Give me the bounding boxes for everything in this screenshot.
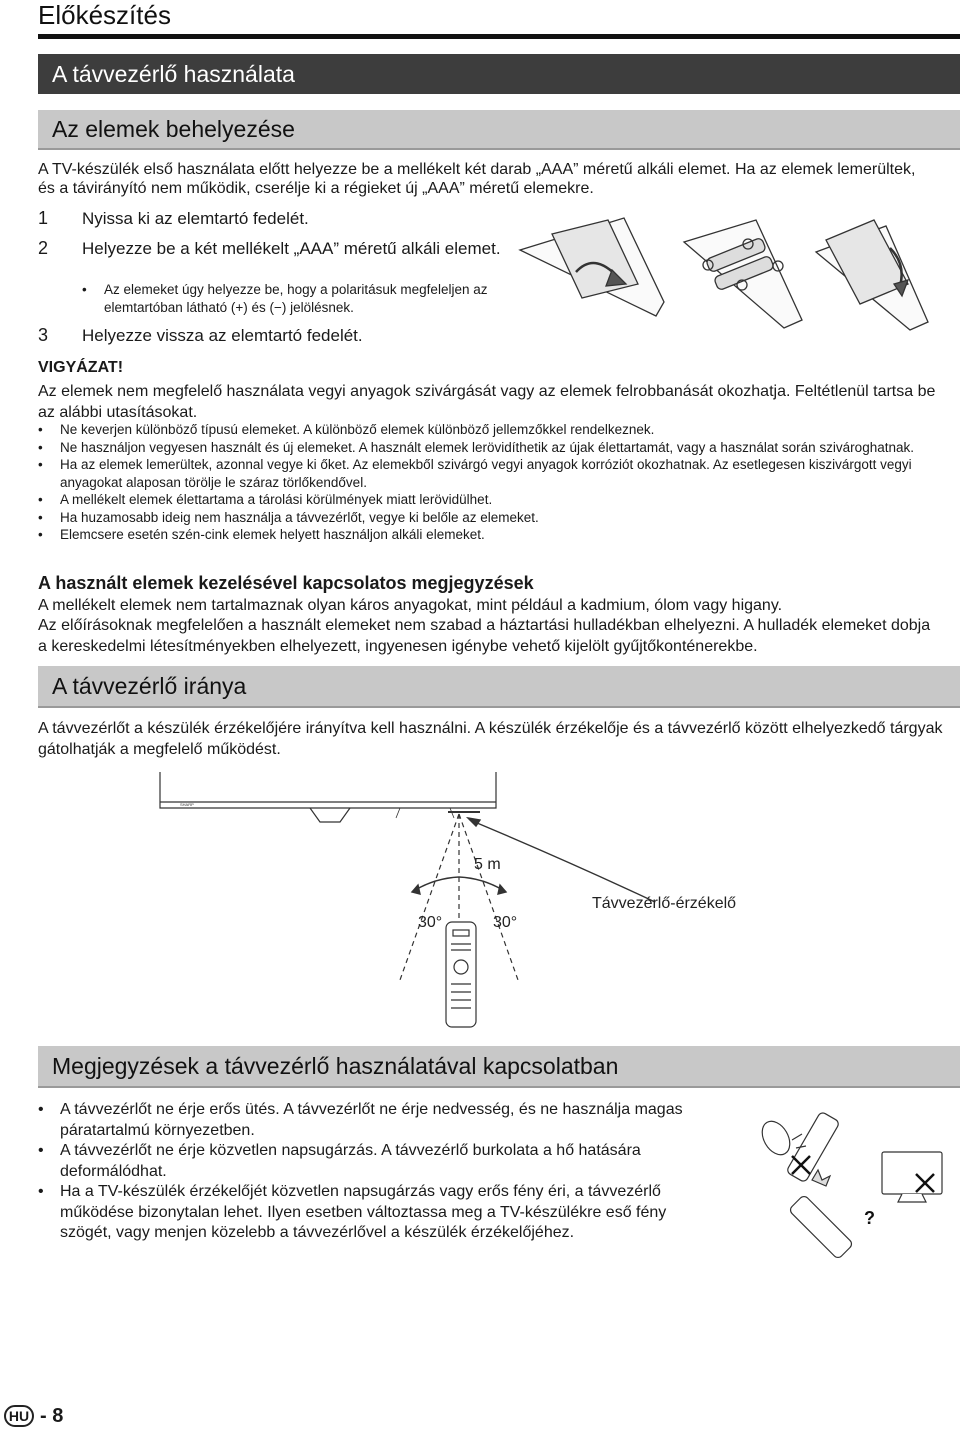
page-number: - 8 (40, 1405, 64, 1427)
notes-list (38, 1100, 718, 1244)
caution-list (38, 421, 953, 544)
step-number: 2 (38, 238, 49, 258)
disposal-text: A mellékelt elemek nem tartalmaznak olyan káros anyagokat, mint például a kadmium, ólom vagy higany. (38, 597, 783, 614)
list-item: • Ha a TV-készülék érzékelőjét közvetlen napsugárzás vagy erős fény éri, a távvezérlő működése bizonytalan lehet. Ilyen esetben változtassa meg a TV-készülékre eső fény szögét, vagy menjen közelebb a távvezérlővel a készülék érzékelőjéhez. (38, 1182, 718, 1244)
list-item: • Ha az elemek lemerültek, azonnal vegye ki őket. Az elemekből szivárgó vegyi anyagok korróziót okozhatnak. Az esetlegesen kiszivárgott vegyi anyagokat alaposan törölje le száraz törlőkendővel. (38, 456, 953, 491)
caution-text: Az elemek nem megfelelő használata vegyi anyagok szivárgását vagy az elemek felrobbanását okozhatja. Feltétlenül tartsa be az alábbi utasításokat. (38, 383, 936, 421)
list-item: • A mellékelt elemek élettartama a tárolási körülmények miatt lerövidülhet. (38, 491, 953, 509)
section-heading-batteries: Az elemek behelyezése (38, 110, 960, 150)
page-title: Előkészítés (38, 0, 171, 30)
list-item: • Az elemeket úgy helyezze be, hogy a polaritásuk megfeleljen az elemtartóban látható (+) és (−) jelölésnek. (82, 281, 512, 316)
battery-illustration (516, 212, 932, 334)
section-heading-notes: Megjegyzések a távvezérlő használatával kapcsolatban (38, 1046, 960, 1088)
list-item: • Ne keverjen különböző típusú elemeket. A különböző elemek különböző jellemzőkkel rendelkeznek. (38, 421, 953, 439)
sensor-label: Távvezérlő-érzékelő (592, 895, 737, 912)
list-item: • A távvezérlőt ne érje közvetlen napsugárzás. A távvezérlő burkolata a hő hatására deformálódhat. (38, 1141, 718, 1182)
step-number: 3 (38, 325, 49, 345)
disposal-title: A használt elemek kezelésével kapcsolatos megjegyzések (38, 573, 534, 593)
step-text: Helyezze be a két mellékelt „AAA” méretű alkáli elemet. (82, 239, 501, 258)
section-heading-remote-use: A távvezérlő használata (38, 54, 960, 94)
caution-title: VIGYÁZAT! (38, 359, 124, 376)
svg-text:?: ? (864, 1208, 875, 1228)
distance-label: 5 m (474, 856, 501, 873)
direction-text: A távvezérlőt a készülék érzékelőjére irányítva kell használni. A készülék érzékelője és a távvezérlő között elhelyezkedő tárgyak gátolhatják a megfelelő működést. (38, 720, 943, 758)
step-text: Nyissa ki az elemtartó fedelét. (82, 209, 309, 228)
section-heading-direction: A távvezérlő iránya (38, 666, 960, 708)
title-rule (38, 34, 960, 39)
intro-text: A TV-készülék első használata előtt helyezze be a mellékelt két darab „AAA” méretű alkáli elemet. Ha az elemek lemerültek, és a távirányító nem működik, cserélje ki a régieket új „AAA” méretű elemekre. (38, 161, 916, 197)
list-item: • A távvezérlőt ne érje erős ütés. A távvezérlőt ne érje nedvesség, és ne használja magas páratartalmú környezetben. (38, 1100, 718, 1141)
direction-diagram (150, 772, 750, 1032)
angle-right-label: 30° (493, 914, 518, 931)
list-item: • Elemcsere esetén szén-cink elemek helyett használjon alkáli elemeket. (38, 526, 953, 544)
disposal-text: Az előírásoknak megfelelően a használt elemeket nem szabad a háztartási hulladékban elhelyezni. A hulladék elemeket dobja a kereskedelmi létesítményekben elhelyezett, ingyenesen igénybe vehető kijelölt gyűjtőkonténerekbe. (38, 617, 931, 655)
step-number: 1 (38, 208, 49, 228)
list-item: • Ne használjon vegyesen használt és új elemeket. A használt elemek lerövidíthetik az újak élettartamát, vagy a használat során szivároghatnak. (38, 439, 953, 457)
step-text: Helyezze vissza az elemtartó fedelét. (82, 326, 363, 345)
tv-brand: SHARP (180, 802, 194, 807)
list-item: • Ha huzamosabb ideig nem használja a távvezérlőt, vegye ki belőle az elemeket. (38, 509, 953, 527)
step-bullet (82, 281, 512, 316)
angle-left-label: 30° (418, 914, 443, 931)
language-badge: HU (4, 1405, 34, 1427)
notes-illustration (752, 1100, 952, 1290)
